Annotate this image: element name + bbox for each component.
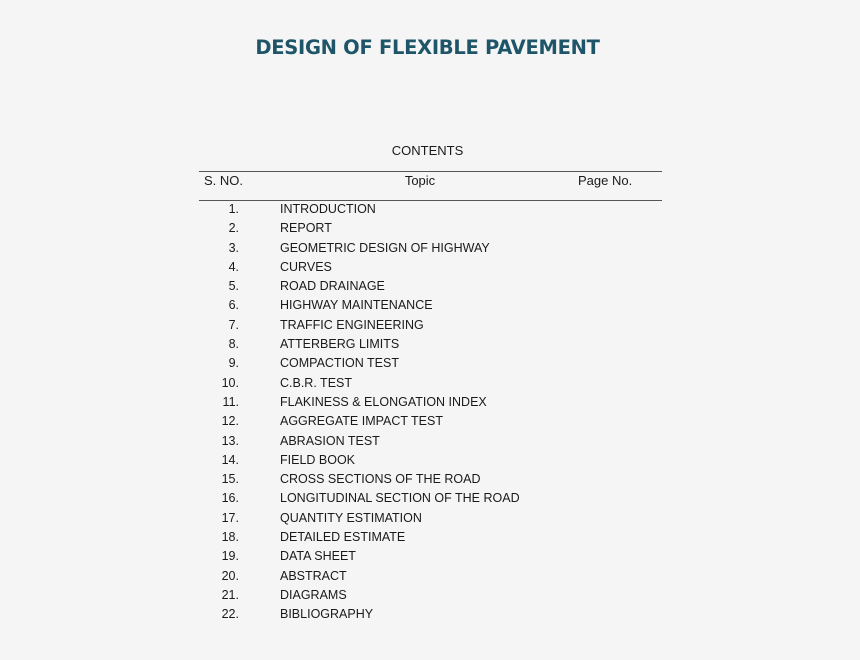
table-row — [0, 376, 860, 395]
row-topic: CROSS SECTIONS OF THE ROAD — [280, 472, 481, 487]
header-topic: Topic — [404, 173, 436, 188]
table-row — [0, 221, 860, 240]
row-number: 18. — [221, 530, 239, 545]
row-topic: AGGREGATE IMPACT TEST — [280, 414, 443, 429]
table-row — [0, 202, 860, 221]
row-number: 19. — [221, 549, 239, 564]
table-row — [0, 569, 860, 588]
row-number: 3. — [228, 240, 239, 255]
table-row — [0, 472, 860, 491]
table-row — [0, 298, 860, 317]
table-row — [0, 241, 860, 260]
table-row — [0, 279, 860, 298]
document-title: DESIGN OF FLEXIBLE PAVEMENT — [255, 36, 600, 59]
row-topic: DETAILED ESTIMATE — [280, 530, 406, 545]
row-number: 4. — [228, 259, 239, 274]
row-topic: LONGITUDINAL SECTION OF THE ROAD — [280, 491, 520, 506]
table-row — [0, 260, 860, 279]
table-row — [0, 511, 860, 530]
row-topic: FLAKINESS & ELONGATION INDEX — [280, 394, 487, 409]
table-row — [0, 530, 860, 549]
contents-list — [0, 202, 860, 627]
row-topic: QUANTITY ESTIMATION — [280, 510, 422, 525]
row-number: 11. — [222, 394, 239, 409]
row-topic: INTRODUCTION — [280, 202, 376, 216]
row-topic: ATTERBERG LIMITS — [280, 337, 400, 352]
row-topic: C.B.R. TEST — [280, 375, 353, 390]
row-topic: ABSTRACT — [280, 568, 347, 583]
table-row — [0, 356, 860, 375]
row-number: 8. — [228, 337, 239, 352]
table-row — [0, 453, 860, 472]
row-number: 13. — [221, 433, 239, 448]
table-row — [0, 318, 860, 337]
table-row — [0, 607, 860, 626]
table-row — [0, 588, 860, 607]
row-topic: HIGHWAY MAINTENANCE — [280, 298, 433, 313]
row-topic: ABRASION TEST — [280, 433, 380, 448]
header-page-no: Page No. — [578, 173, 633, 188]
row-number: 10. — [221, 375, 239, 390]
row-number: 9. — [228, 356, 239, 371]
row-number: 14. — [221, 452, 239, 467]
row-topic: GEOMETRIC DESIGN OF HIGHWAY — [280, 240, 490, 255]
table-row — [0, 549, 860, 568]
row-topic: COMPACTION TEST — [280, 356, 399, 371]
table-row — [0, 337, 860, 356]
row-topic: DATA SHEET — [280, 549, 356, 564]
row-topic: FIELD BOOK — [280, 452, 356, 467]
row-number: 5. — [228, 279, 239, 294]
row-number: 6. — [228, 298, 239, 313]
row-number: 2. — [228, 221, 239, 236]
row-number: 1. — [228, 202, 239, 216]
row-topic: ROAD DRAINAGE — [280, 279, 385, 294]
row-number: 17. — [221, 510, 239, 525]
header-sno: S. NO. — [204, 173, 244, 188]
row-topic: TRAFFIC ENGINEERING — [280, 317, 424, 332]
row-topic: DIAGRAMS — [280, 587, 347, 602]
table-row — [0, 414, 860, 433]
row-number: 20. — [221, 568, 239, 583]
row-number: 15. — [221, 472, 239, 487]
row-number: 7. — [228, 317, 239, 332]
contents-heading: CONTENTS — [391, 143, 464, 158]
table-top-rule — [199, 171, 662, 172]
row-topic: BIBLIOGRAPHY — [280, 607, 374, 622]
row-number: 12. — [221, 414, 239, 429]
table-row — [0, 491, 860, 510]
row-number: 21. — [221, 587, 239, 602]
table-row — [0, 395, 860, 414]
row-topic: CURVES — [280, 259, 332, 274]
row-topic: REPORT — [280, 221, 332, 236]
table-header-rule — [199, 200, 662, 201]
row-number: 22. — [221, 607, 239, 622]
row-number: 16. — [221, 491, 239, 506]
table-row — [0, 434, 860, 453]
